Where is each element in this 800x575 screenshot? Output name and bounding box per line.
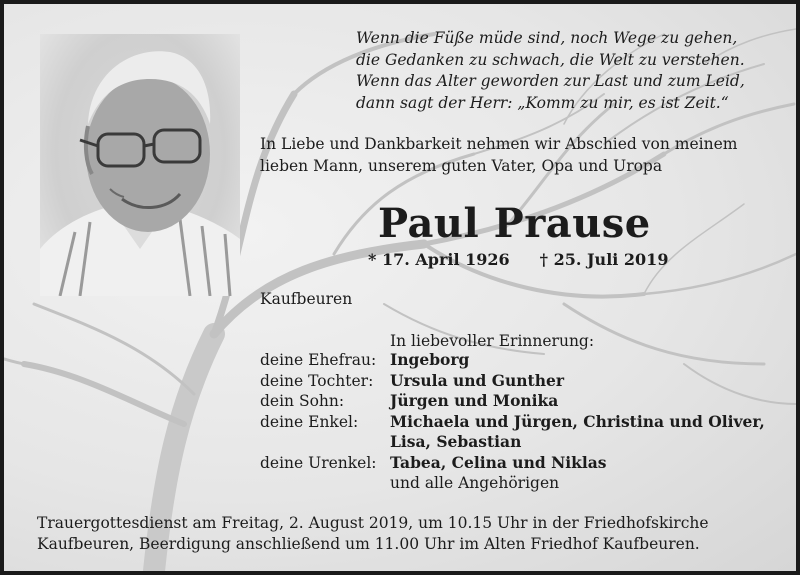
relative-row <box>260 432 765 453</box>
relation-label: dein Sohn: <box>260 392 345 410</box>
funeral-service-info <box>37 513 709 555</box>
relative-names: Lisa, Sebastian <box>390 432 522 451</box>
poem-line: die Gedanken zu schwach, die Welt zu verstehen. <box>356 50 745 69</box>
relative-row <box>260 371 765 392</box>
service-line: Trauergottesdienst am Freitag, 2. August 2019, um 10.15 Uhr in der Friedhofskirche <box>37 514 709 532</box>
relative-row <box>260 453 765 474</box>
death-date: † 25. Juli 2019 <box>539 250 669 269</box>
intro-line: In Liebe und Dankbarkeit nehmen wir Abschied von meinem <box>260 135 738 153</box>
relative-names: Tabea, Celina und Niklas <box>390 452 607 472</box>
relation-label: deine Urenkel: <box>260 453 377 472</box>
farewell-intro <box>260 134 737 177</box>
poem-line: Wenn das Alter geworden zur Last und zum Leid, <box>356 72 745 90</box>
place-name: Kaufbeuren <box>260 290 353 308</box>
birth-date: * 17. April 1926 <box>368 250 510 269</box>
portrait-photo <box>40 34 240 296</box>
remembrance-heading: In liebevoller Erinnerung: <box>390 332 595 350</box>
deceased-name: Paul Prause <box>378 200 651 247</box>
portrait-illustration <box>40 34 240 296</box>
service-line: Kaufbeuren, Beerdigung anschließend um 11.00 Uhr im Alten Friedhof Kaufbeuren. <box>37 535 700 553</box>
relation-label: deine Ehefrau: <box>260 351 377 369</box>
poem-line: Wenn die Füße müde sind, noch Wege zu gehen, <box>356 29 738 47</box>
relation-label: deine Tochter: <box>260 371 374 390</box>
poem <box>356 28 745 114</box>
relatives-list <box>260 350 765 494</box>
intro-line: lieben Mann, unserem guten Vater, Opa und Uropa <box>260 156 663 175</box>
relative-names: Ingeborg <box>390 350 470 369</box>
relation-label <box>260 432 390 453</box>
relation-label: deine Enkel: <box>260 412 359 431</box>
relative-names: Jürgen und Monika <box>390 391 559 410</box>
relative-names: Ursula und Gunther <box>390 370 565 390</box>
relative-row <box>260 412 765 433</box>
life-dates <box>368 250 668 270</box>
relation-label <box>260 473 390 494</box>
relative-row <box>260 473 765 494</box>
poem-line: dann sagt der Herr: „Komm zu mir, es ist Zeit.“ <box>356 93 729 112</box>
relative-row <box>260 350 765 371</box>
relatives-closing: und alle Angehörigen <box>390 474 560 492</box>
relative-row <box>260 391 765 412</box>
relative-names: Michaela und Jürgen, Christina und Oliver, <box>390 411 765 431</box>
